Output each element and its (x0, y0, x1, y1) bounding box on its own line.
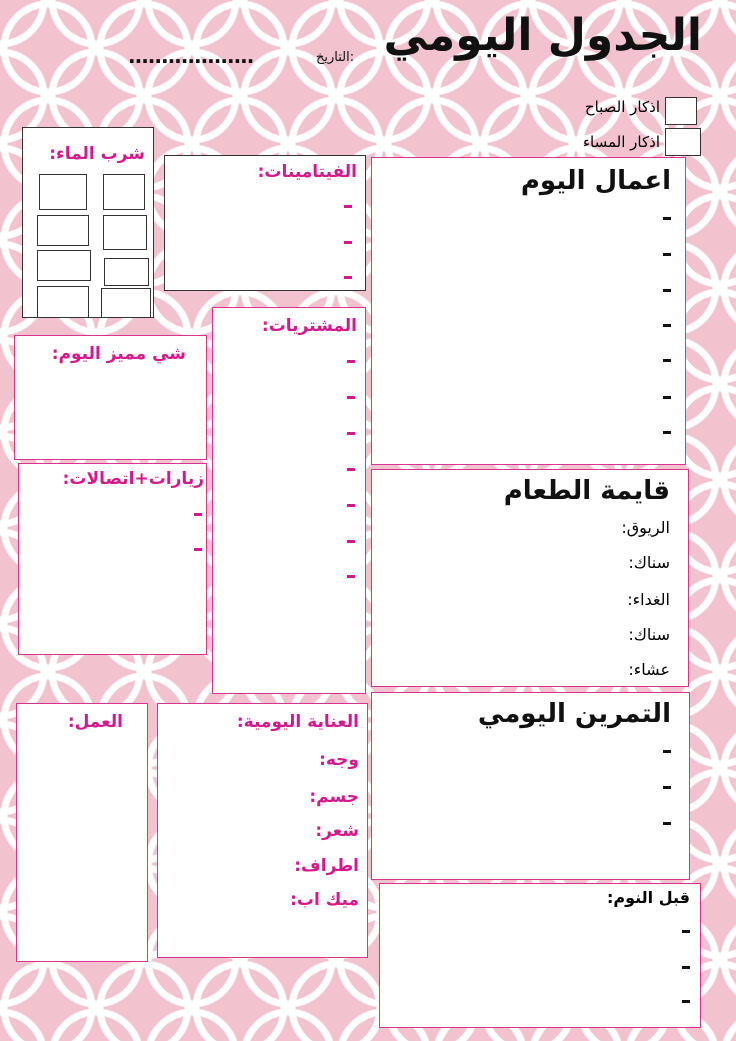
special-section (14, 335, 207, 460)
water-cup[interactable] (37, 215, 89, 246)
page-title: الجدول اليومي (383, 10, 702, 61)
special-title: شي مميز اليوم: (51, 344, 186, 364)
vitamin-item[interactable] (344, 241, 352, 244)
task-item[interactable] (663, 396, 671, 399)
tasks-title: اعمال اليوم (520, 166, 671, 196)
meals-title: قايمة الطعام (503, 476, 670, 506)
care-title: العناية اليومية: (236, 712, 359, 732)
exercise-section (371, 692, 690, 880)
water-section (22, 127, 154, 318)
exercise-item[interactable] (663, 750, 671, 753)
water-cup[interactable] (103, 174, 145, 210)
task-item[interactable] (663, 431, 671, 434)
visits-section (18, 463, 207, 655)
meal-item[interactable]: الغداء: (627, 590, 670, 609)
purchase-item[interactable] (347, 468, 355, 471)
meal-item[interactable]: الريوق: (621, 518, 670, 537)
care-item[interactable]: ميك اب: (290, 890, 359, 910)
work-section (16, 703, 148, 962)
care-item[interactable]: وجه: (319, 750, 359, 770)
visit-item[interactable] (194, 513, 202, 516)
task-item[interactable] (663, 217, 671, 220)
exercise-item[interactable] (663, 822, 671, 825)
task-item[interactable] (663, 359, 671, 362)
water-cup[interactable] (103, 215, 147, 250)
vitamins-section (164, 155, 366, 291)
purchase-item[interactable] (347, 504, 355, 507)
sleep-item[interactable] (682, 966, 690, 969)
water-cup[interactable] (101, 288, 151, 318)
sleep-item[interactable] (682, 1000, 690, 1003)
sleep-title: قبل النوم: (606, 888, 690, 907)
task-item[interactable] (663, 289, 671, 292)
morning-adhkar-label: اذكار الصباح (584, 98, 660, 116)
exercise-title: التمرين اليومي (477, 699, 671, 729)
sleep-item[interactable] (682, 930, 690, 933)
task-item[interactable] (663, 324, 671, 327)
exercise-item[interactable] (663, 786, 671, 789)
care-item[interactable]: جسم: (309, 787, 359, 807)
tasks-section (371, 157, 686, 465)
purchase-item[interactable] (347, 540, 355, 543)
water-cup[interactable] (104, 258, 149, 286)
evening-adhkar-checkbox[interactable] (665, 128, 701, 156)
visit-item[interactable] (194, 548, 202, 551)
visits-title: زيارات+اتصالات: (62, 469, 204, 489)
meal-item[interactable]: سناك: (628, 625, 670, 644)
meal-item[interactable]: سناك: (628, 553, 670, 572)
sleep-section (379, 883, 701, 1028)
care-item[interactable]: شعر: (315, 821, 359, 841)
morning-adhkar-checkbox[interactable] (665, 97, 697, 125)
water-title: شرب الماء: (49, 144, 145, 164)
purchase-item[interactable] (347, 432, 355, 435)
task-item[interactable] (663, 253, 671, 256)
evening-adhkar-label: اذكار المساء (583, 133, 660, 151)
water-cup[interactable] (39, 174, 87, 210)
purchases-section (212, 307, 366, 694)
vitamin-item[interactable] (344, 205, 352, 208)
purchase-item[interactable] (347, 575, 355, 578)
meals-section (371, 469, 689, 687)
purchases-title: المشتريات: (261, 316, 357, 336)
meal-item[interactable]: عشاء: (628, 660, 670, 679)
date-label: التاريخ: (316, 50, 355, 65)
water-cup[interactable] (37, 250, 91, 281)
purchase-item[interactable] (347, 396, 355, 399)
purchase-item[interactable] (347, 360, 355, 363)
vitamins-title: الفيتامينات: (257, 162, 357, 182)
care-item[interactable]: اطراف: (294, 856, 359, 876)
vitamin-item[interactable] (344, 276, 352, 279)
water-cup[interactable] (37, 286, 89, 318)
care-section (157, 703, 368, 958)
work-title: العمل: (67, 712, 123, 732)
date-field[interactable]: ................... (128, 44, 254, 68)
